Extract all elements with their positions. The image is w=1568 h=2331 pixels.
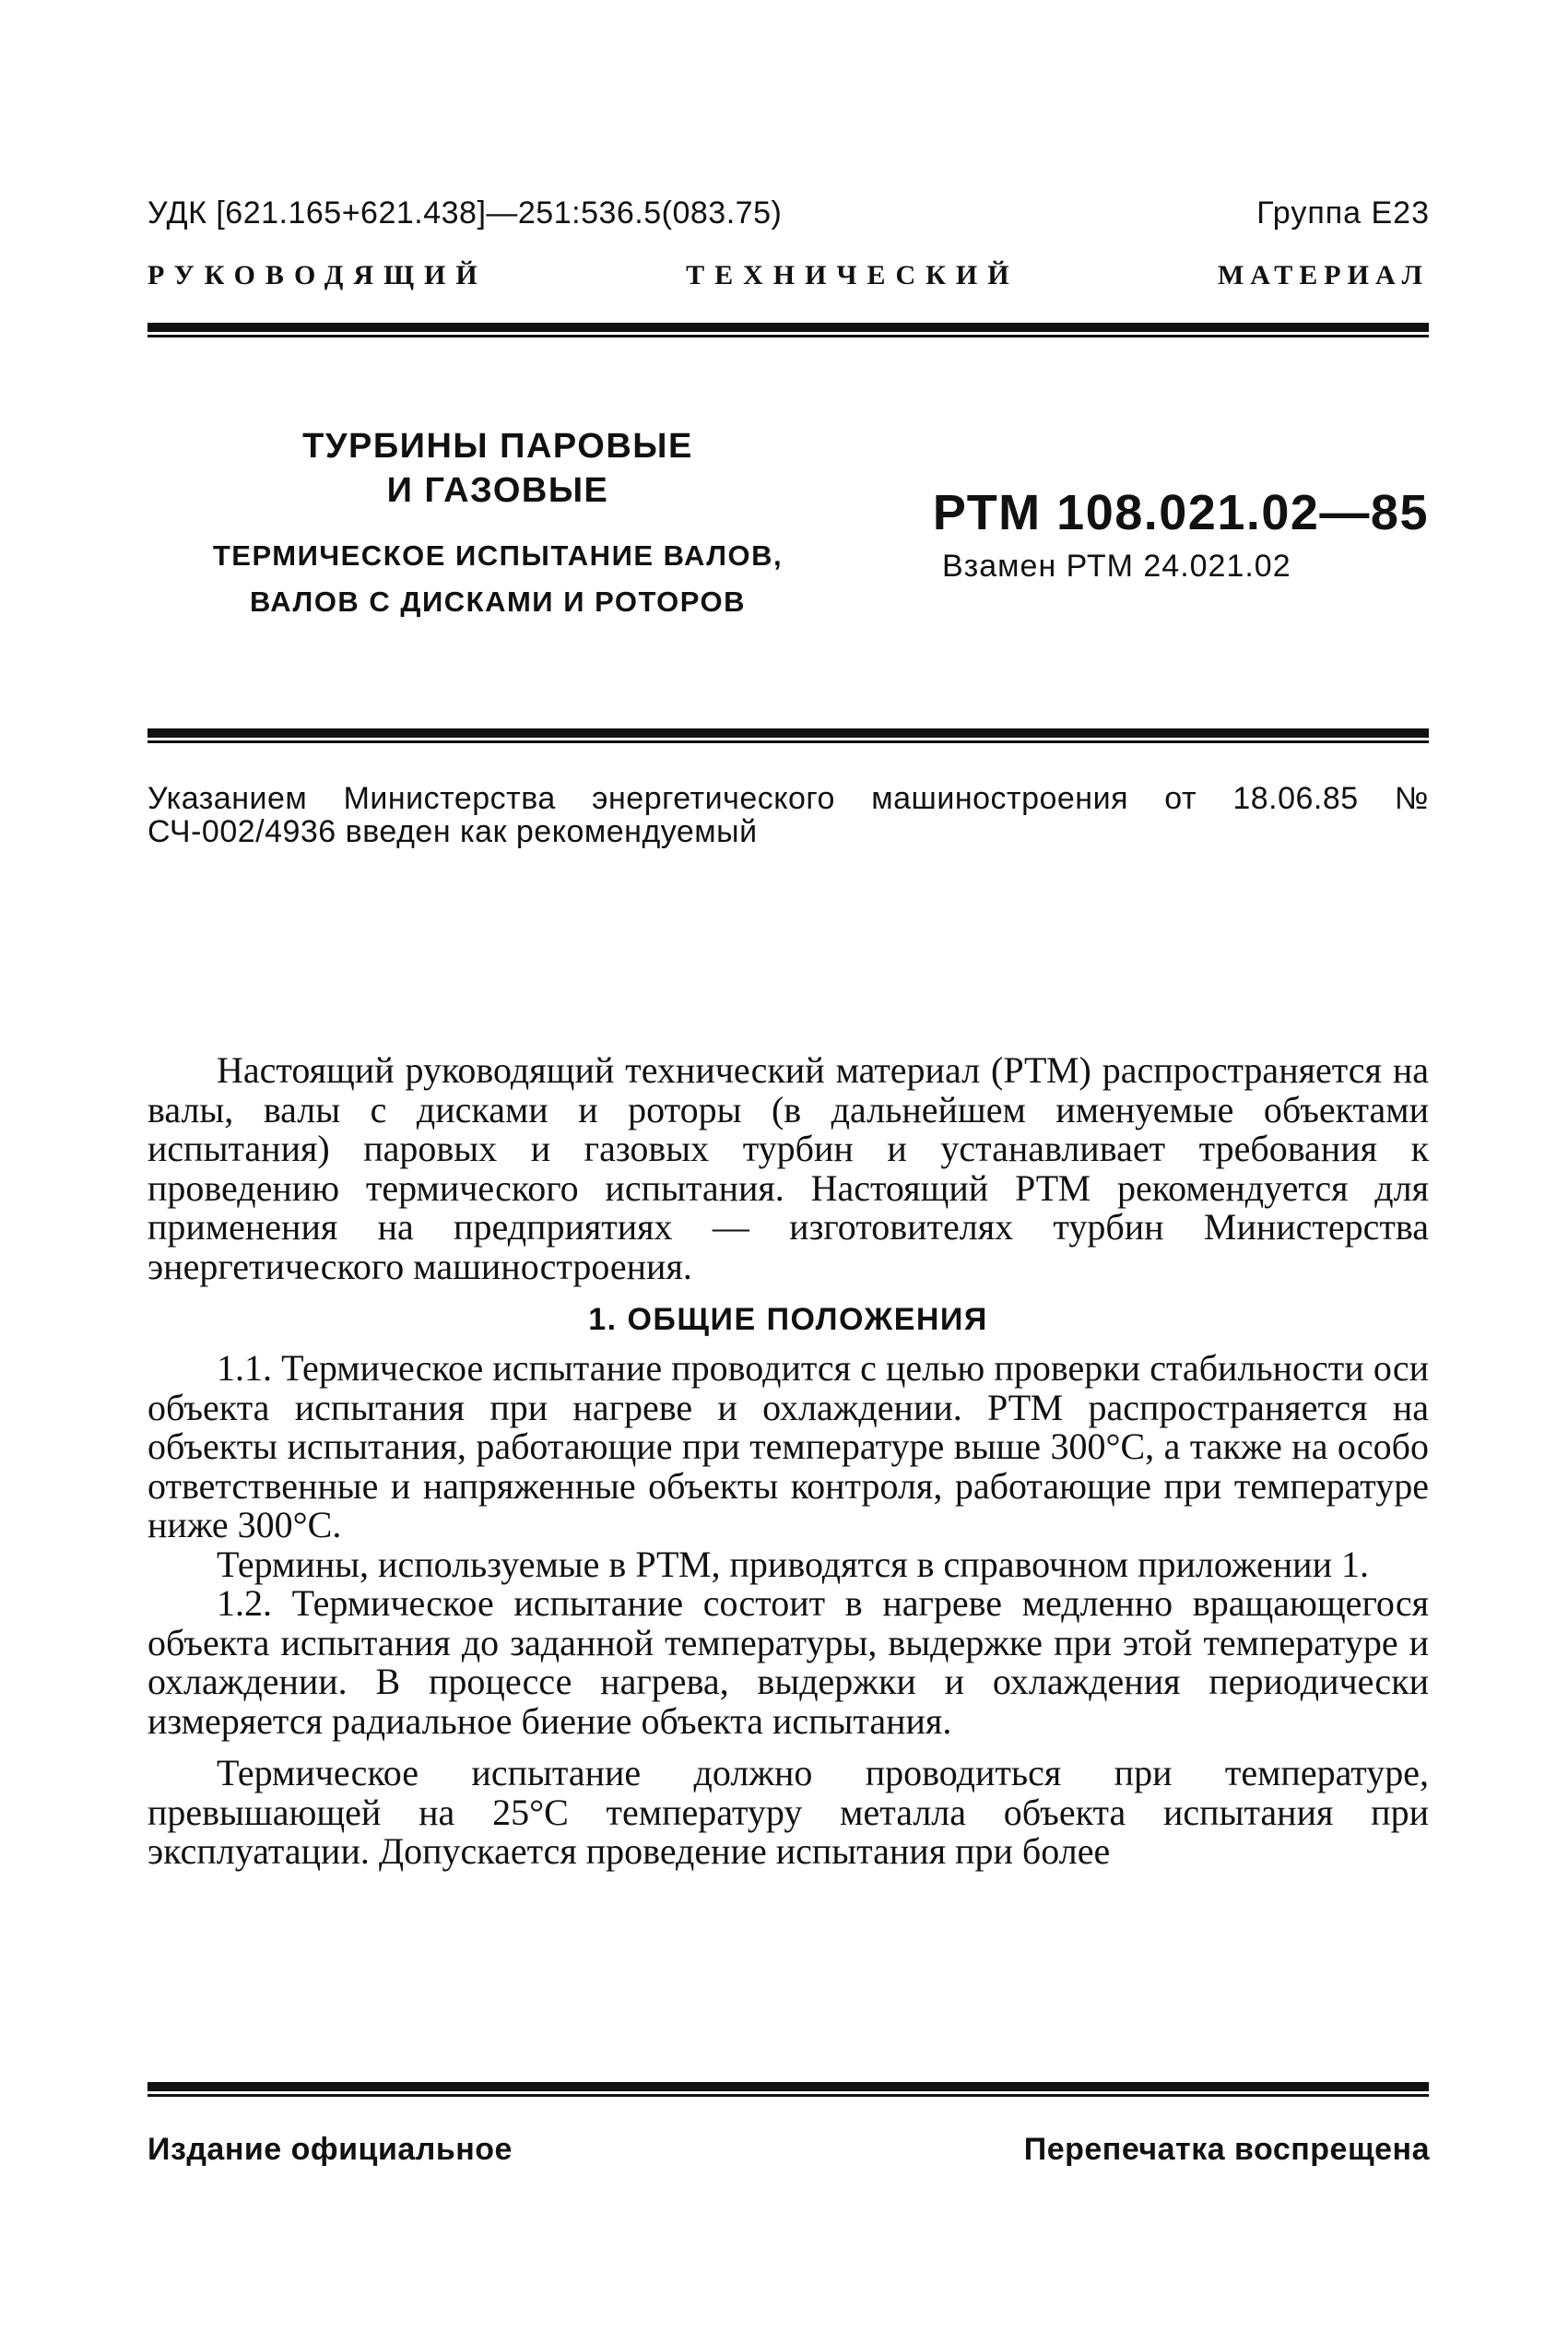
document-title-block: [147, 424, 848, 625]
title-line-1: ТУРБИНЫ ПАРОВЫЕ: [302, 427, 693, 466]
document-title: [147, 424, 848, 513]
udk-code: УДК [621.165+621.438]—251:536.5(083.75): [147, 195, 783, 231]
official-edition-note: Издание официальное: [147, 2132, 513, 2167]
footer-rule-thin: [147, 2094, 1429, 2097]
section-title: 1. ОБЩИЕ ПОЛОЖЕНИЯ: [588, 1302, 988, 1337]
replaces-note: Взамен РТМ 24.021.02: [942, 549, 1291, 584]
reprint-prohibited-note: Перепечатка воспрещена: [1023, 2132, 1430, 2167]
document-body: [147, 1051, 1429, 1872]
header-rule-thick: [147, 323, 1429, 332]
paragraph-temperature: Термическое испытание должно проводиться при температуре, превышающей на 25°С температуру металла объекта испытания при эксплуатации. Допускается проведение испытания при более: [147, 1752, 1429, 1872]
rtm-code: РТМ 108.021.02—85: [932, 485, 1429, 540]
paragraph-1-2: 1.2. Термическое испытание состоит в нагреве медленно вращающегося объекта испытания до заданной температуры, выдержке при этой температуре и охлаждении. В процессе нагрева, выдержки и охлаждения периодически измеряется радиальное биение объекта испытания.: [147, 1582, 1429, 1742]
document-subtitle: [147, 533, 848, 625]
subtitle-line-1: ТЕРМИЧЕСКОЕ ИСПЫТАНИЕ ВАЛОВ,: [212, 539, 784, 572]
footer-rule-thick: [147, 2082, 1429, 2091]
banner-word-1: РУКОВОДЯЩИЙ: [147, 260, 488, 290]
title-rule-thick: [147, 728, 1429, 738]
title-rule-thin: [147, 740, 1429, 743]
document-type-banner: [147, 260, 1429, 291]
banner-word-2: ТЕХНИЧЕСКИЙ: [686, 260, 1020, 290]
header-rule-thin: [147, 335, 1429, 337]
decree-note: Указанием Министерства энергетического машиностроения от 18.06.85 № СЧ-002/4936 введен как рекомендуемый: [147, 781, 1429, 849]
paragraph-1-1: 1.1. Термическое испытание проводится с целью проверки стабильности оси объекта испытания при нагреве и охлаждении. РТМ распространяется на объекты испытания, работающие при температуре выше 300°С, а также на особо ответственные и напряженные объекты контроля, работающие при температуре ниже 300°С.: [147, 1347, 1429, 1545]
banner-word-3: МАТЕРИАЛ: [1217, 260, 1429, 290]
paragraph-terms: Термины, используемые в РТМ, приводятся в справочном приложении 1.: [217, 1543, 1369, 1585]
subtitle-line-2: ВАЛОВ С ДИСКАМИ И РОТОРОВ: [249, 586, 747, 618]
intro-paragraph: Настоящий руководящий технический материал (РТМ) распространяется на валы, валы с дисками и роторы (в дальнейшем именуемые объектами испытания) паровых и газовых турбин и устанавливает требования к проведению термического испытания. Настоящий РТМ рекомендуется для применения на предприятиях — изготовителях турбин Министерства энергетического машиностроения.: [147, 1049, 1429, 1287]
group-code: Группа Е23: [1256, 195, 1430, 231]
title-line-2: И ГАЗОВЫЕ: [386, 471, 609, 510]
